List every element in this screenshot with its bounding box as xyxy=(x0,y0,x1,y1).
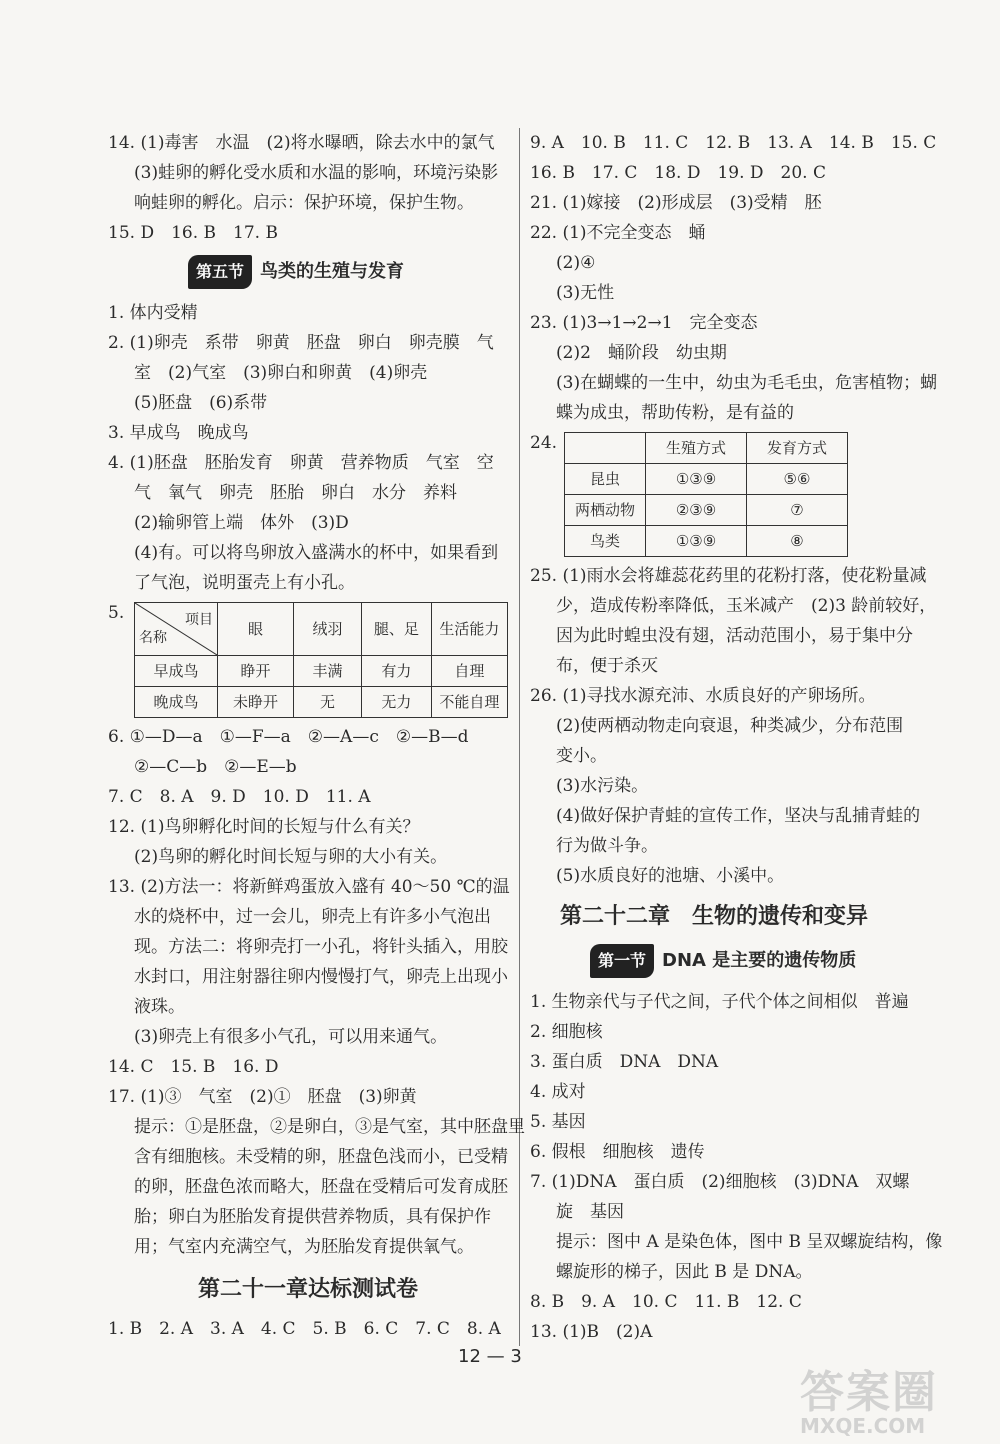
table-row xyxy=(565,464,848,495)
reproduction-table xyxy=(564,432,848,557)
table-row xyxy=(565,495,848,526)
table-corner-cell xyxy=(135,603,218,656)
table-cell: 早成鸟 xyxy=(135,656,218,687)
table-header: 绒羽 xyxy=(294,603,362,656)
answer-line: (5)水质良好的池塘、小溪中。 xyxy=(556,866,785,886)
answer-line: 用；气室内充满空气，为胚胎发育提供氧气。 xyxy=(134,1237,474,1257)
answer-line: 9. A 10. B 11. C 12. B 13. A 14. B 15. C xyxy=(530,133,937,153)
section-heading xyxy=(590,943,950,979)
answer-line: 6. 假根 细胞核 遗传 xyxy=(530,1142,705,1162)
table-row xyxy=(565,526,848,557)
corner-label-top: 项目 xyxy=(185,612,213,628)
table-header: 生活能力 xyxy=(431,603,507,656)
table-cell: 两栖动物 xyxy=(565,495,646,526)
table-cell: 有力 xyxy=(361,656,431,687)
answer-line: 螺旋形的梯子，因此 B 是 DNA。 xyxy=(556,1262,813,1282)
answer-line: 5. 基因 xyxy=(530,1112,586,1132)
table-cell: 睁开 xyxy=(218,656,294,687)
answer-line: 4. 成对 xyxy=(530,1082,586,1102)
table-cell: 自理 xyxy=(431,656,507,687)
bird-comparison-table xyxy=(134,602,508,718)
answer-line: (3)卵壳上有很多小气孔，可以用来通气。 xyxy=(134,1027,448,1047)
answer-line: 7. (1)DNA 蛋白质 (2)细胞核 (3)DNA 双螺 xyxy=(530,1172,910,1192)
answer-line: 1. B 2. A 3. A 4. C 5. B 6. C 7. C 8. A xyxy=(108,1319,501,1339)
table-cell: 未睁开 xyxy=(218,687,294,718)
q24-block: 24. 生殖方式 发育方式 昆虫 ①③⑨ ⑤⑥ 两栖动物 ②③⑨ ⑦ 鸟类 ①③⑨ ⑧ xyxy=(530,428,950,561)
left-column xyxy=(108,128,525,1344)
answer-line: 水封口，用注射器往卵内慢慢打气，卵壳上出现小 xyxy=(134,967,508,987)
answer-line: 1. 生物亲代与子代之间，子代个体之间相似 普遍 xyxy=(530,992,909,1012)
answer-line: 21. (1)嫁接 (2)形成层 (3)受精 胚 xyxy=(530,193,822,213)
answer-line: (5)胚盘 (6)系带 xyxy=(134,393,268,413)
answer-line: 室 (2)气室 (3)卵白和卵黄 (4)卵壳 xyxy=(134,363,428,383)
page-number: 12 — 3 xyxy=(458,1346,522,1367)
answer-line: 的卵，胚盘色浓而略大，胚盘在受精后可发育成胚 xyxy=(134,1177,508,1197)
table-cell: ②③⑨ xyxy=(646,495,747,526)
answer-line: 响蛙卵的孵化。启示：保护环境，保护生物。 xyxy=(134,193,474,213)
answer-line: (3)无性 xyxy=(556,283,615,303)
table-header xyxy=(565,433,646,464)
answer-line: (3)蛙卵的孵化受水质和水温的影响，环境污染影 xyxy=(134,163,499,183)
table-cell: ⑦ xyxy=(747,495,848,526)
answer-line: 含有细胞核。未受精的卵，胚盘色浅而小，已受精 xyxy=(134,1147,508,1167)
answer-line: 14. C 15. B 16. D xyxy=(108,1057,279,1077)
answer-line: 25. (1)雨水会将雄蕊花药里的花粉打落，使花粉量减 xyxy=(530,566,927,586)
answer-line: 26. (1)寻找水源充沛、水质良好的产卵场所。 xyxy=(530,686,876,706)
answer-line: (4)有。可以将鸟卵放入盛满水的杯中，如果看到 xyxy=(134,543,499,563)
answer-line: 6. ①—D—a ①—F—a ②—A—c ②—B—d xyxy=(108,727,469,747)
answer-line: (2)使两栖动物走向衰退，种类减少，分布范围 xyxy=(556,716,904,736)
answer-line: 液珠。 xyxy=(134,997,185,1017)
watermark-url: MXQE.COM xyxy=(800,1414,926,1438)
answer-line: 13. (2)方法一：将新鲜鸡蛋放入盛有 40～50 ℃的温 xyxy=(108,877,510,897)
answer-line: 7. C 8. A 9. D 10. D 11. A xyxy=(108,787,371,807)
watermark-text: 答案圈 xyxy=(800,1367,938,1418)
table-cell: 丰满 xyxy=(294,656,362,687)
q5-block: 5. 项目 名称 眼 绒羽 腿、足 生活能力 早成鸟 睁开 丰满 有力 自理 晚成鸟 未睁开 无 无力 不能自理 xyxy=(108,598,508,722)
answer-line: 23. (1)3→1→2→1 完全变态 xyxy=(530,313,758,333)
answer-line: (3)在蝴蝶的一生中，幼虫为毛毛虫，危害植物；蝴 xyxy=(556,373,938,393)
answer-line: 提示：图中 A 是染色体，图中 B 呈双螺旋结构，像 xyxy=(556,1232,943,1252)
answer-line: 蝶为成虫，帮助传粉，是有益的 xyxy=(556,403,794,423)
answer-line: 胎；卵白为胚胎发育提供营养物质，具有保护作 xyxy=(134,1207,491,1227)
table-cell: ⑧ xyxy=(747,526,848,557)
answer-line: 水的烧杯中，过一会儿，卵壳上有许多小气泡出 xyxy=(134,907,491,927)
watermark-logo xyxy=(800,1356,970,1436)
answer-line: 15. D 16. B 17. B xyxy=(108,223,278,243)
corner-label-bottom: 名称 xyxy=(139,630,167,646)
answer-line: 变小。 xyxy=(556,746,607,766)
table-cell: 无力 xyxy=(361,687,431,718)
answer-line: 17. (1)③ 气室 (2)① 胚盘 (3)卵黄 xyxy=(108,1087,417,1107)
answer-line: 1. 体内受精 xyxy=(108,303,198,323)
answer-line: 行为做斗争。 xyxy=(556,836,658,856)
answer-line: (2)输卵管上端 体外 (3)D xyxy=(134,513,349,533)
column-divider xyxy=(519,128,520,1346)
section-badge: 第五节 xyxy=(188,255,252,289)
table-row xyxy=(135,656,508,687)
answer-line: 2. (1)卵壳 系带 卵黄 胚盘 卵白 卵壳膜 气 xyxy=(108,333,494,353)
answer-line: (4)做好保护青蛙的宣传工作，坚决与乱捕青蛙的 xyxy=(556,806,921,826)
answer-line: 2. 细胞核 xyxy=(530,1022,603,1042)
answer-line: 12. (1)鸟卵孵化时间的长短与什么有关？ xyxy=(108,817,420,837)
answer-line: 现。方法二：将卵壳打一小孔，将针头插入，用胶 xyxy=(134,937,508,957)
section-title: DNA 是主要的遗传物质 xyxy=(662,950,857,971)
answer-line: 13. (1)B (2)A xyxy=(530,1322,653,1342)
answer-line: 气 氧气 卵壳 胚胎 卵白 水分 养料 xyxy=(134,483,457,503)
answer-line: (2)④ xyxy=(556,253,596,273)
right-column xyxy=(530,128,950,1347)
table-cell: 不能自理 xyxy=(431,687,507,718)
answer-line: 8. B 9. A 10. C 11. B 12. C xyxy=(530,1292,802,1312)
chapter-title: 第二十二章 生物的遗传和变异 xyxy=(560,904,869,929)
answer-line: 3. 早成鸟 晚成鸟 xyxy=(108,423,249,443)
answer-line: 了气泡，说明蛋壳上有小孔。 xyxy=(134,573,355,593)
table-cell: ⑤⑥ xyxy=(747,464,848,495)
table-header: 发育方式 xyxy=(747,433,848,464)
answer-line: ②—C—b ②—E—b xyxy=(134,757,297,777)
answer-line: 布，便于杀灭 xyxy=(556,656,658,676)
answer-line: 16. B 17. C 18. D 19. D 20. C xyxy=(530,163,826,183)
table-row xyxy=(135,687,508,718)
table-cell: 昆虫 xyxy=(565,464,646,495)
table-header: 腿、足 xyxy=(361,603,431,656)
table-header: 眼 xyxy=(218,603,294,656)
table-row xyxy=(565,433,848,464)
answer-line: 提示：①是胚盘，②是卵白，③是气室，其中胚盘里 xyxy=(134,1117,525,1137)
table-cell: 无 xyxy=(294,687,362,718)
table-cell: 晚成鸟 xyxy=(135,687,218,718)
table-cell: 鸟类 xyxy=(565,526,646,557)
answer-line: 3. 蛋白质 DNA DNA xyxy=(530,1052,719,1072)
section-heading xyxy=(188,254,508,290)
answer-line: (3)水污染。 xyxy=(556,776,649,796)
answer-line: 因为此时蝗虫没有翅，活动范围小，易于集中分 xyxy=(556,626,913,646)
answer-line: 22. (1)不完全变态 蛹 xyxy=(530,223,706,243)
answer-line: 14. (1)毒害 水温 (2)将水曝晒，除去水中的氯气 xyxy=(108,133,495,153)
answer-line: 少，造成传粉率降低，玉米减产 (2)3 龄前较好， xyxy=(556,596,937,616)
answer-line: 4. (1)胚盘 胚胎发育 卵黄 营养物质 气室 空 xyxy=(108,453,494,473)
answer-line: (2)2 蛹阶段 幼虫期 xyxy=(556,343,727,363)
table-cell: ①③⑨ xyxy=(646,526,747,557)
answer-line: 旋 基因 xyxy=(556,1202,624,1222)
table-cell: ①③⑨ xyxy=(646,464,747,495)
section-title: 鸟类的生殖与发育 xyxy=(260,261,405,282)
answer-line: (2)鸟卵的孵化时间长短与卵的大小有关。 xyxy=(134,847,448,867)
test-title: 第二十一章达标测试卷 xyxy=(197,1277,418,1302)
table-header: 生殖方式 xyxy=(646,433,747,464)
section-badge: 第一节 xyxy=(590,944,654,978)
